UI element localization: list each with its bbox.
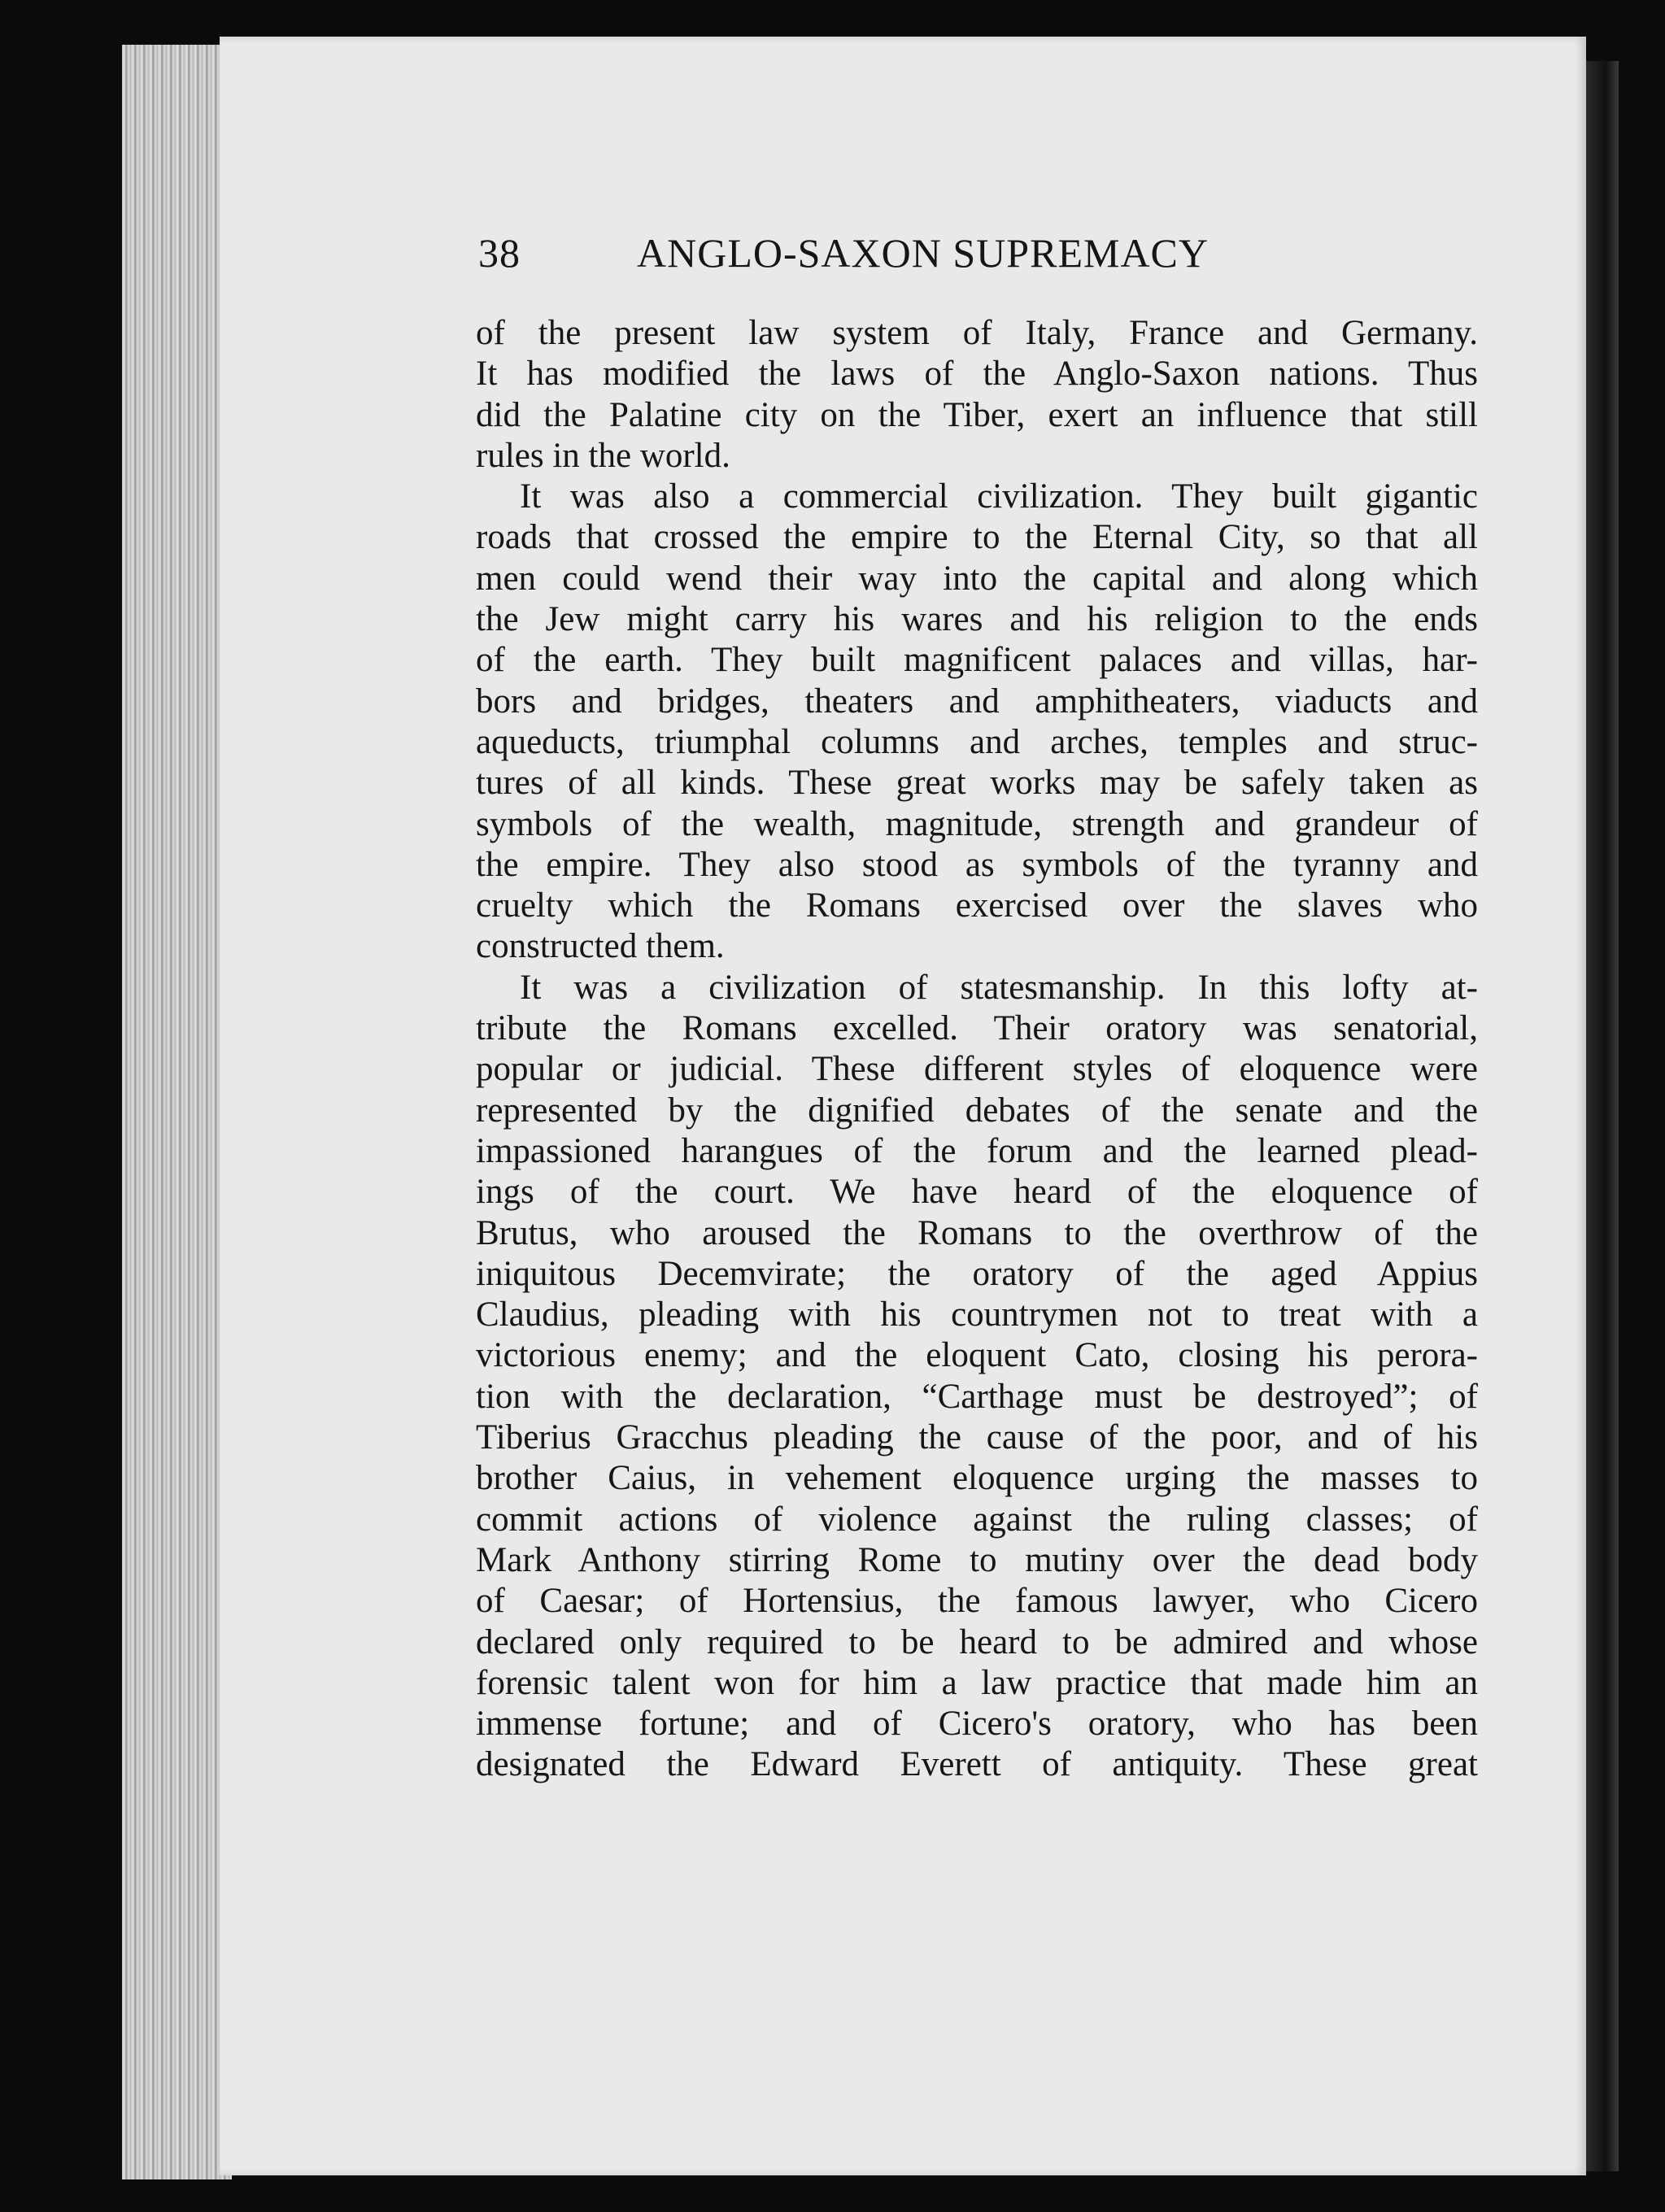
page-number: 38 [478,230,521,276]
text-line: victorious enemy; and the eloquent Cato, closing his perora- [476,1336,1478,1375]
text-line: brother Caius, in vehement eloquence urging the masses to [476,1459,1478,1498]
running-head [478,229,1479,281]
text-line: commit actions of violence against the ruling classes; of [476,1500,1478,1539]
text-line: roads that crossed the empire to the Eternal City, so that all [476,518,1478,557]
text-line: impassioned harangues of the forum and the learned plead- [476,1131,1478,1170]
text-line: did the Palatine city on the Tiber, exert an influence that still [476,395,1478,434]
text-line: Brutus, who aroused the Romans to the overthrow of the [476,1213,1478,1252]
text-line: forensic talent won for him a law practice that made him an [476,1663,1478,1702]
text-line: the Jew might carry his wares and his religion to the ends [476,600,1478,639]
running-title: ANGLO-SAXON SUPREMACY [637,230,1210,276]
text-line: Claudius, pleading with his countrymen not to treat with a [476,1295,1478,1335]
text-line: symbols of the wealth, magnitude, strength and grandeur of [476,804,1478,843]
paragraph-3 [476,968,1478,1786]
text-line: tribute the Romans excelled. Their oratory was senatorial, [476,1009,1478,1048]
text-line: Tiberius Gracchus pleading the cause of the poor, and of his [476,1418,1478,1457]
text-line: It was a civilization of statesmanship. In this lofty at- [520,968,1478,1007]
text-line: men could wend their way into the capital and along which [476,559,1478,598]
book-spine-shadow [1586,61,1619,2171]
text-line: bors and bridges, theaters and amphitheaters, viaducts and [476,681,1478,721]
text-line: declared only required to be heard to be admired and whose [476,1622,1478,1661]
text-line: ings of the court. We have heard of the eloquence of [476,1173,1478,1212]
text-line: tures of all kinds. These great works may be safely taken as [476,764,1478,803]
text-line: immense fortune; and of Cicero's oratory, who has been [476,1705,1478,1744]
text-line: of the earth. They built magnificent palaces and villas, har- [476,641,1478,680]
paragraph-1 [476,313,1478,477]
text-line: Mark Anthony stirring Rome to mutiny over the dead body [476,1540,1478,1579]
text-line: cruelty which the Romans exercised over the slaves who [476,886,1478,925]
text-line: iniquitous Decemvirate; the oratory of the aged Appius [476,1254,1478,1293]
text-line: It was also a commercial civilization. They built gigantic [520,477,1478,516]
text-line: rules in the world. [476,436,730,475]
text-line: designated the Edward Everett of antiquity. These great [476,1745,1478,1784]
text-line: represented by the dignified debates of the senate and the [476,1091,1478,1130]
page-edges [122,45,232,2179]
text-line: constructed them. [476,927,725,966]
text-line: popular or judicial. These different styles of eloquence were [476,1050,1478,1089]
text-line: It has modified the laws of the Anglo-Saxon nations. Thus [476,355,1478,394]
paragraph-2 [476,477,1478,968]
text-line: the empire. They also stood as symbols of the tyranny and [476,845,1478,884]
text-line: of the present law system of Italy, France and Germany. [476,314,1478,352]
body-text [476,313,1478,1786]
text-line: of Caesar; of Hortensius, the famous lawyer, who Cicero [476,1582,1478,1621]
text-line: aqueducts, triumphal columns and arches, temples and struc- [476,722,1478,761]
text-line: tion with the declaration, “Carthage must be destroyed”; of [476,1377,1478,1416]
